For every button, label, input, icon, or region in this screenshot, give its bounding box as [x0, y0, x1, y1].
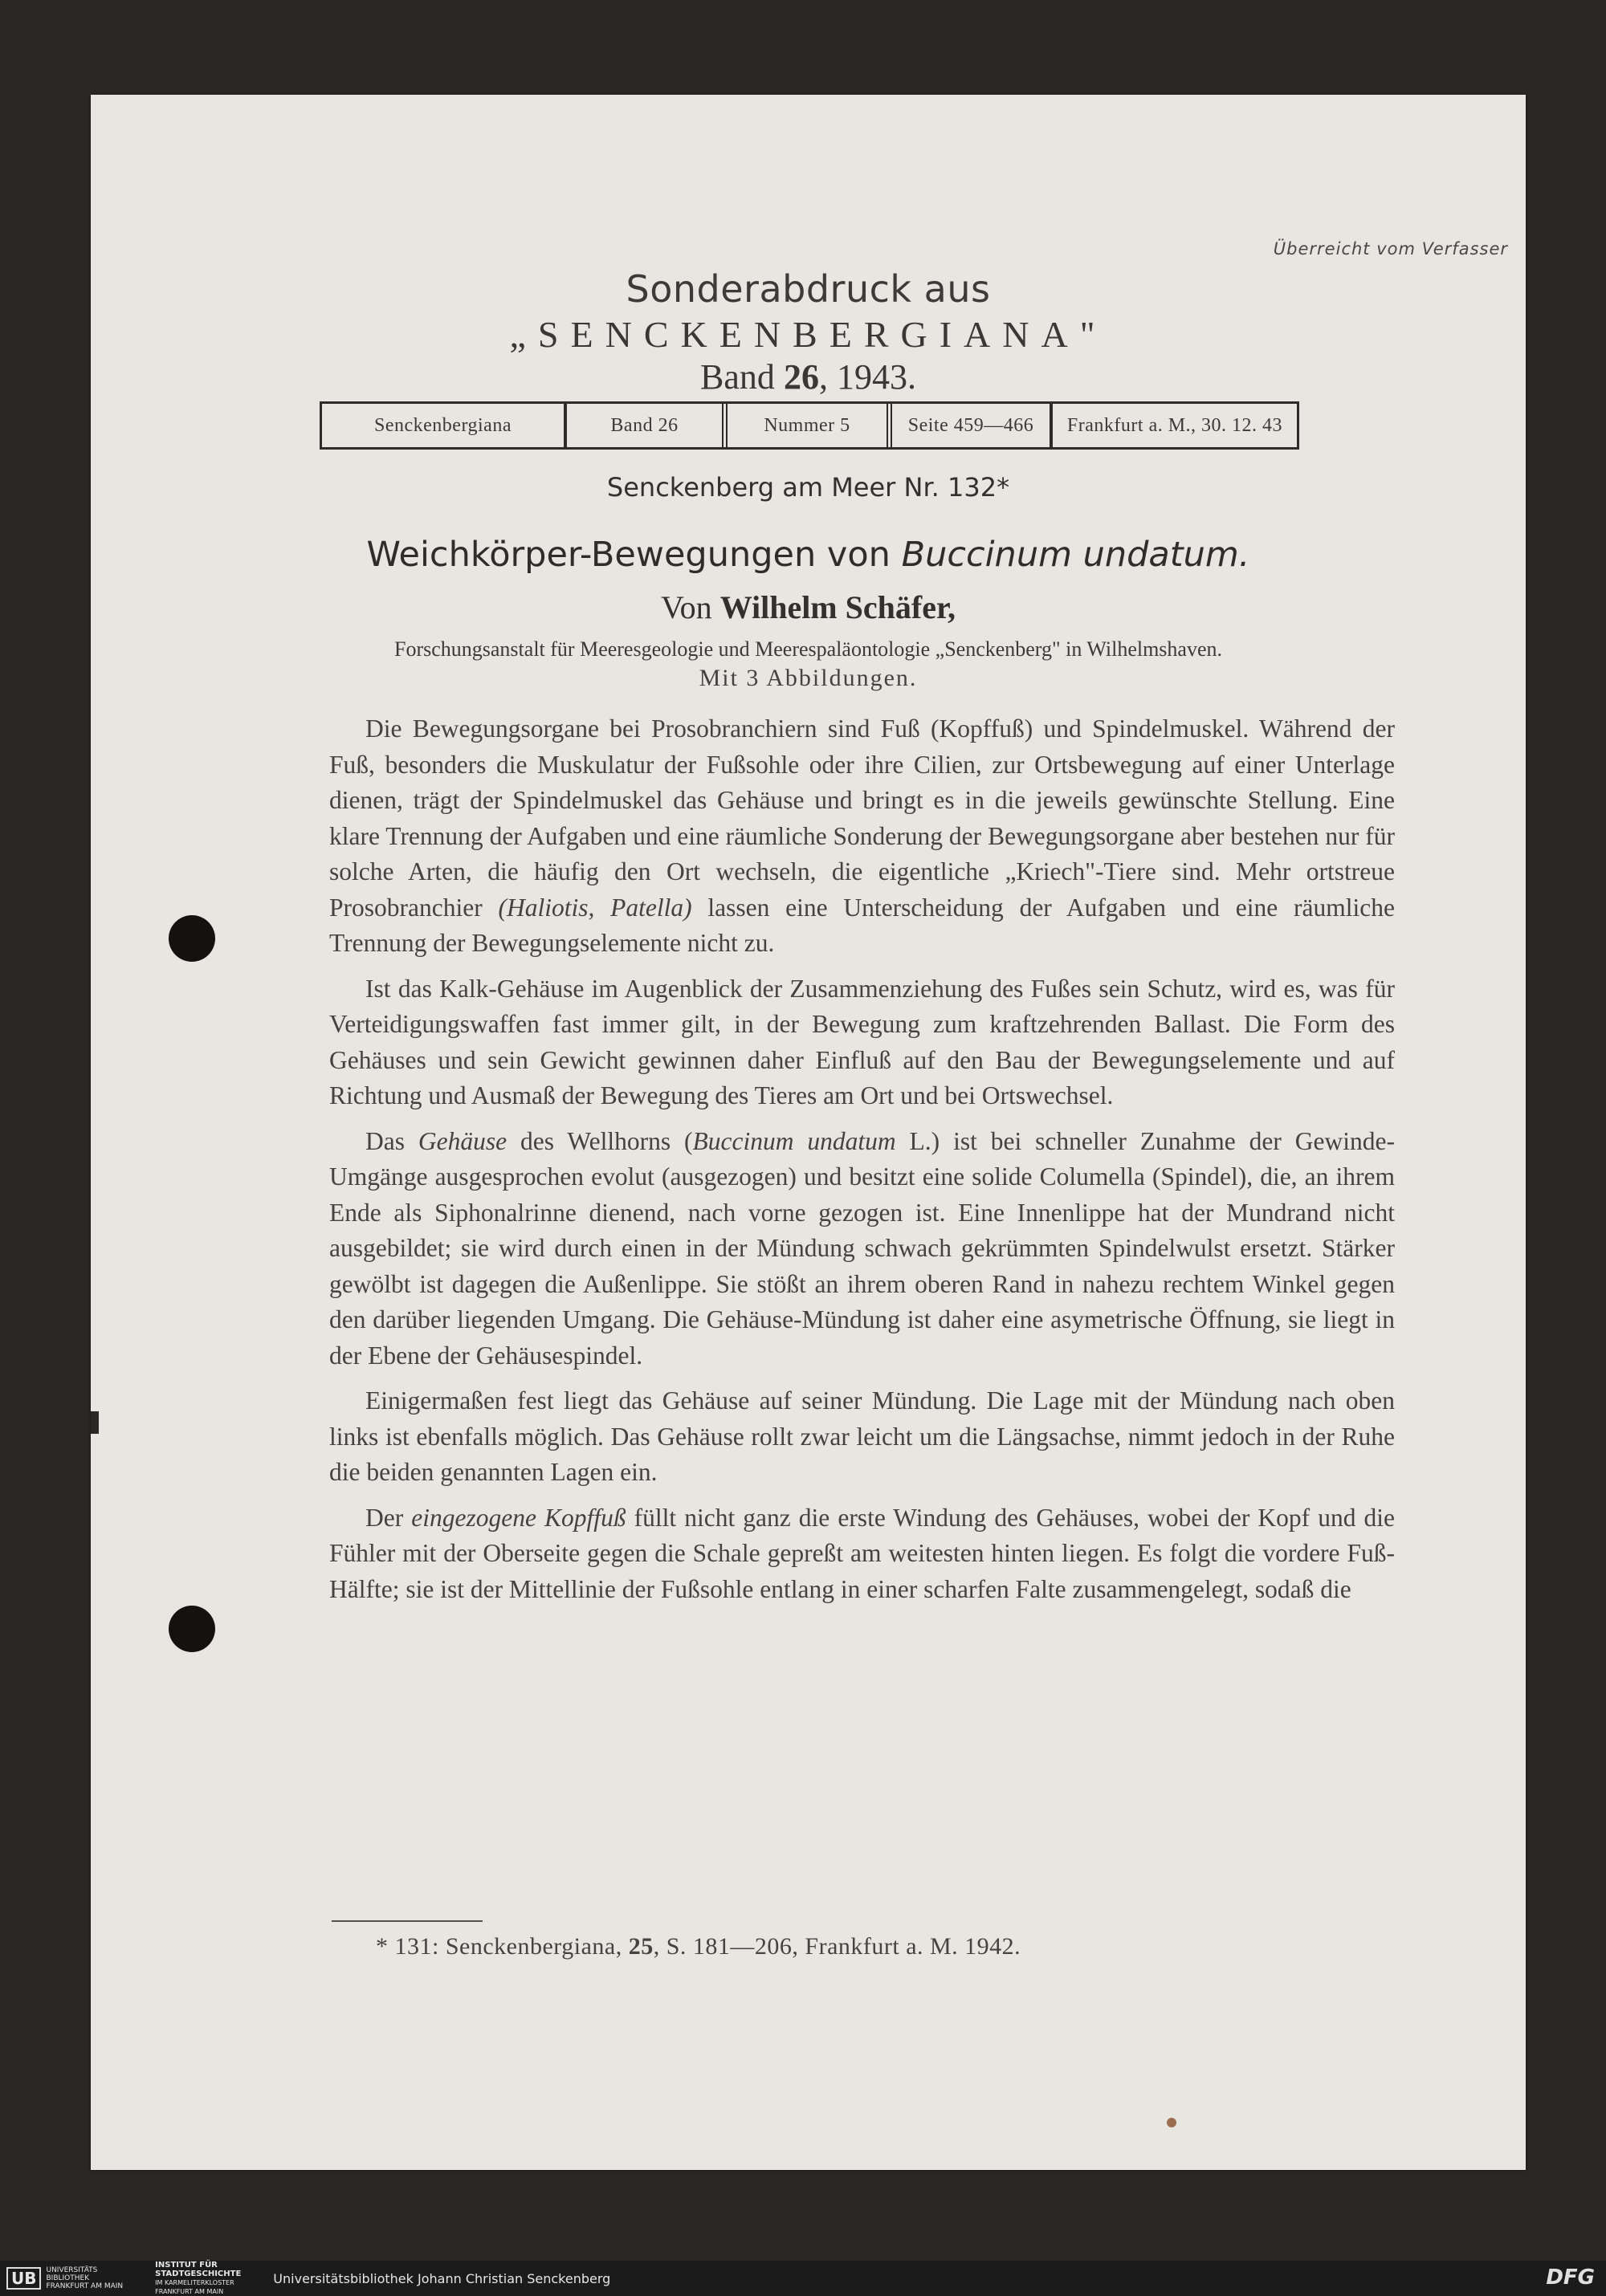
paragraph-1-text: Die Bewegungsorgane bei Prosobranchiern sind Fuß (Kopffuß) und Spindelmuskel. Während der Fuß, besonders die Muskulatur der Fußsohle oder ihre Cilien, zur Ortsbewegung auf einer Unterlage dienen, trägt der Spindelmuskel das Gehäuse und bringt es in die jeweils gewünschte Stellung. Eine klare Trennung der Aufgaben und eine räumliche Sonderung der Bewegungsorgane aber bestehen nur für solche Arten, die häufig den Ort wechseln, die eigentliche „Kriech"-Tiere sind. Mehr ortstreue Prosobranchier: [329, 714, 1395, 922]
figure-count: Mit 3 Abbildungen.: [699, 665, 918, 691]
citation-journal: Senckenbergiana: [322, 404, 567, 447]
citation-band: Band 26: [567, 404, 728, 447]
citation-seite: Seite 459—466: [892, 404, 1053, 447]
institute-line3: IM KARMELITERKLOSTER: [155, 2279, 234, 2286]
presented-by-author-note: Überreicht vom Verfasser: [1273, 239, 1508, 259]
volume-number: 26: [783, 357, 819, 397]
paragraph-4: Einigermaßen fest liegt das Gehäuse auf seiner Mündung. Die Lage mit der Mündung nach oben links ist ebenfalls möglich. Das Gehäuse rollt zwar leicht um die Längsachse, nimmt jedoch in der Ruhe die beiden genannten Lagen ein.: [329, 1386, 1395, 1486]
article-body: [329, 711, 1395, 1617]
journal-name: „SENCKENBERGIANA": [509, 314, 1107, 355]
series-number: Senckenberg am Meer Nr. 132*: [606, 472, 1010, 503]
paragraph-3-species: Buccinum undatum: [692, 1126, 896, 1155]
ub-logo: [6, 2266, 123, 2290]
paragraph-1-genera: (Haliotis, Patella): [498, 893, 692, 922]
volume-year: , 1943.: [818, 357, 916, 397]
paper-spot: [1167, 2118, 1176, 2127]
paragraph-5-keyword: eingezogene Kopffuß: [411, 1503, 626, 1532]
punch-hole-top: [169, 915, 215, 962]
title-species: Buccinum undatum.: [901, 535, 1250, 575]
dfg-logo: DFG: [1546, 2265, 1595, 2290]
citation-ort-datum: Frankfurt a. M., 30. 12. 43: [1066, 414, 1283, 436]
ub-text-line3: FRANKFURT AM MAIN: [46, 2282, 124, 2290]
paragraph-1-text-end: lassen eine Unterscheidung der Aufgaben und eine räumliche Trennung der Bewegungselemente nicht zu.: [329, 893, 1395, 957]
footnote-text-end: , S. 181—206, Frankfurt a. M. 1942.: [653, 1933, 1021, 1960]
citation-nummer: Nummer 5: [728, 404, 892, 447]
author-name: Wilhelm Schäfer,: [719, 589, 956, 625]
paragraph-3-keyword: Gehäuse: [418, 1126, 507, 1155]
paragraph-5-start: Der: [365, 1503, 412, 1532]
paragraph-1: [329, 711, 1395, 962]
title-main: Weichkörper-Bewegungen von: [366, 535, 902, 575]
repository-footer: [0, 2261, 1606, 2296]
institute-logo: [155, 2261, 241, 2296]
footnote-volume: 25: [628, 1933, 654, 1960]
author-prefix: Von: [660, 589, 720, 625]
page-edge-notch: [91, 1411, 99, 1434]
institute-line4: FRANKFURT AM MAIN: [155, 2288, 224, 2295]
footnote-divider: [332, 1920, 483, 1922]
footnote-text: * 131: Senckenbergiana,: [376, 1933, 629, 1960]
document-page: [91, 95, 1526, 2170]
offprint-line: Sonderabdruck aus: [626, 267, 991, 311]
volume-line: [91, 356, 1526, 397]
author-line: [91, 588, 1526, 626]
footnote: [376, 1933, 1021, 1960]
institute-line1: INSTITUT FÜR: [155, 2261, 218, 2270]
paragraph-3-mid: des Wellhorns (: [507, 1126, 693, 1155]
punch-hole-bottom: [169, 1606, 215, 1652]
volume-prefix: Band: [700, 357, 784, 397]
paragraph-3: [329, 1124, 1395, 1374]
paragraph-5-text: füllt nicht ganz die erste Windung des Gehäuses, wobei der Kopf und die Fühler mit der Oberseite gegen die Schale gepreßt am weitesten hinten liegen. Es folgt die vordere Fuß-Hälfte; sie ist der Mittellinie der Fußsohle entlang in einer scharfen Falte zusammengelegt, sodaß die: [329, 1503, 1395, 1603]
ub-text-line1: UNIVERSITÄTS: [46, 2266, 98, 2274]
ub-text: [46, 2266, 123, 2290]
library-name: Universitätsbibliothek Johann Christian Senckenberg: [273, 2270, 611, 2286]
author-institute: Forschungsanstalt für Meeresgeologie und Meerespaläontologie „Senckenberg" in Wilhelmshaven.: [394, 637, 1222, 661]
citation-bar: [320, 401, 1299, 450]
article-title: [91, 535, 1526, 575]
ub-text-line2: BIBLIOTHEK: [46, 2274, 90, 2282]
ub-mark: UB: [6, 2267, 41, 2290]
paragraph-3-text: L.) ist bei schneller Zunahme der Gewinde-Umgänge ausgesprochen evolut (ausgezogen) und besitzt eine solide Columella (Spindel), die, an ihrem Ende als Siphonalrinne dienend, nach vorne gezogen ist. Eine Innenlippe hat der Mundrand nicht ausgebildet; sie wird durch einen in der Mündung schwach gekrümmten Spindelwulst ersetzt. Stärker gewölbt ist dagegen die Außenlippe. Sie stößt an ihrem oberen Rand in nahezu rechtem Winkel gegen den darüber liegenden Umgang. Die Gehäuse-Mündung ist daher eine asymetrische Öffnung, sie liegt in der Ebene der Gehäusespindel.: [329, 1126, 1395, 1370]
paragraph-2: Ist das Kalk-Gehäuse im Augenblick der Zusammenziehung des Fußes sein Schutz, wird es, was für Verteidigungswaffen fast immer gilt, in der Bewegung zum kraftzehrenden Ballast. Die Form des Gehäuses und sein Gewicht gewinnen daher Einfluß auf den Bau der Bewegungselemente und auf Richtung und Ausmaß der Bewegung des Tieres am Ort und bei Ortswechsel.: [329, 974, 1395, 1109]
paragraph-5: [329, 1500, 1395, 1608]
paragraph-3-start: Das: [365, 1126, 418, 1155]
institute-line2: STADTGESCHICHTE: [155, 2270, 242, 2278]
